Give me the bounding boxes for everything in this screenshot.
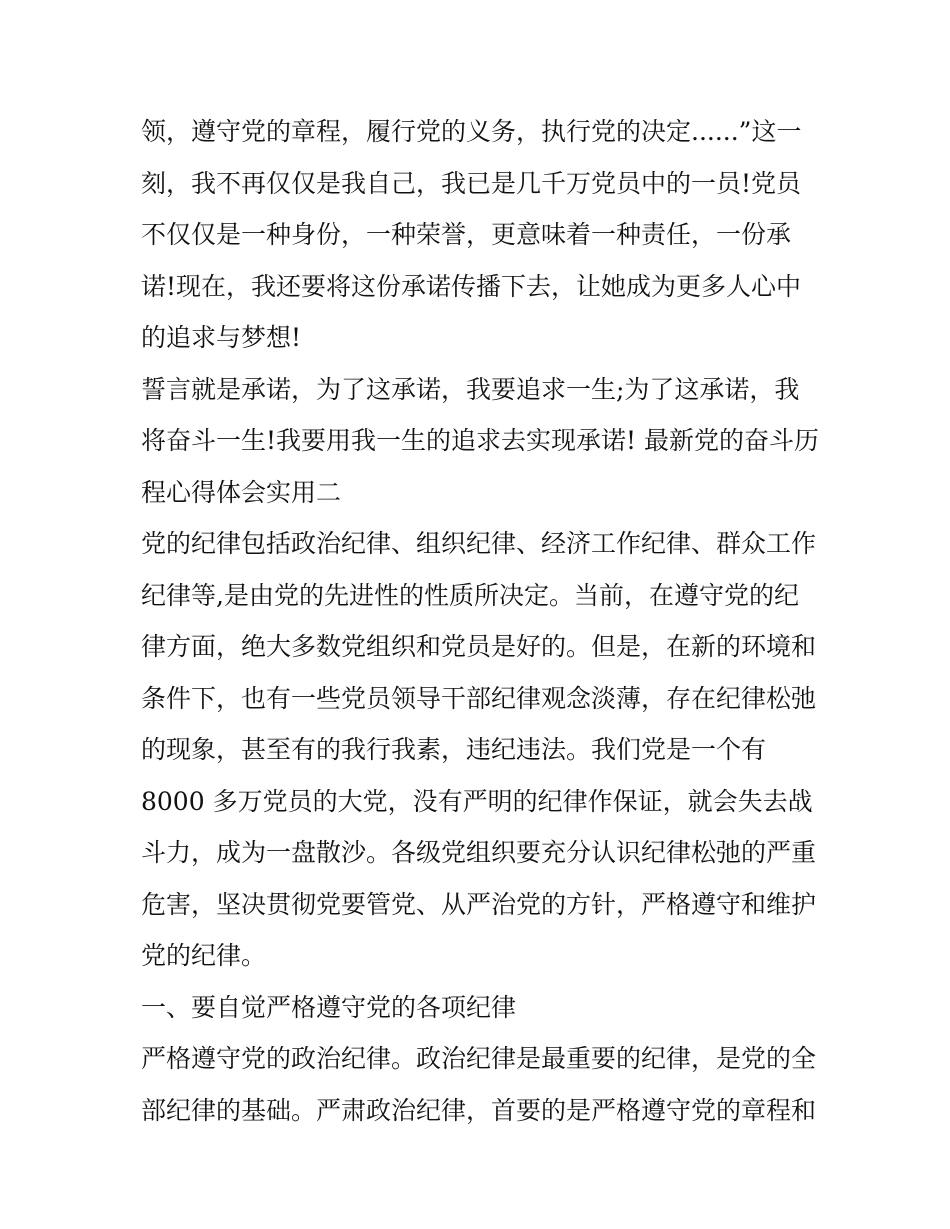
text-line: 党的纪律。 bbox=[141, 941, 267, 970]
text-line: 部纪律的基础。严肃政治纪律，首要的是严格遵守党的章程和 bbox=[141, 1095, 817, 1125]
document-body bbox=[141, 106, 821, 1136]
text-line: 律方面，绝大多数党组织和党员是好的。但是，在新的环境和 bbox=[141, 632, 817, 661]
section-heading: 程心得体会实用二 bbox=[141, 477, 342, 507]
text-line: 将奋斗一生!我要用我一生的追求去实现承诺! 最新党的奋斗历 bbox=[141, 426, 820, 455]
text-line: 8000 多万党员的大党，没有严明的纪律作保证，就会失去战 bbox=[141, 786, 813, 816]
text-line: 誓言就是承诺，为了这承诺，我要追求一生;为了这承诺，我 bbox=[141, 374, 800, 404]
text-line: 严格遵守党的政治纪律。政治纪律是最重要的纪律，是党的全 bbox=[141, 1044, 817, 1073]
text-line: 诺!现在，我还要将这份承诺传播下去，让她成为更多人心中 bbox=[141, 271, 802, 301]
subsection-heading: 一、要自觉严格遵守党的各项纪律 bbox=[141, 992, 517, 1022]
text-line: 条件下，也有一些党员领导干部纪律观念淡薄，存在纪律松弛 bbox=[141, 683, 817, 713]
text-line: 的追求与梦想! bbox=[141, 323, 302, 352]
text-line: 纪律等,是由党的先进性的性质所决定。当前，在遵守党的纪 bbox=[141, 580, 799, 610]
text-line: 斗力，成为一盘散沙。各级党组织要充分认识纪律松弛的严重 bbox=[141, 838, 817, 867]
text-line: 领，遵守党的章程，履行党的义务，执行党的决定......”这一 bbox=[141, 117, 802, 146]
text-line: 危害，坚决贯彻党要管党、从严治党的方针，严格遵守和维护 bbox=[141, 889, 817, 919]
text-line: 不仅仅是一种身份，一种荣誉，更意味着一种责任，一份承 bbox=[141, 220, 792, 249]
text-line: 党的纪律包括政治纪律、组织纪律、经济工作纪律、群众工作 bbox=[141, 529, 817, 558]
text-line: 的现象，甚至有的我行我素，违纪违法。我们党是一个有 bbox=[141, 735, 767, 764]
text-line: 刻，我不再仅仅是我自己，我已是几千万党员中的一员!党员 bbox=[141, 168, 802, 198]
